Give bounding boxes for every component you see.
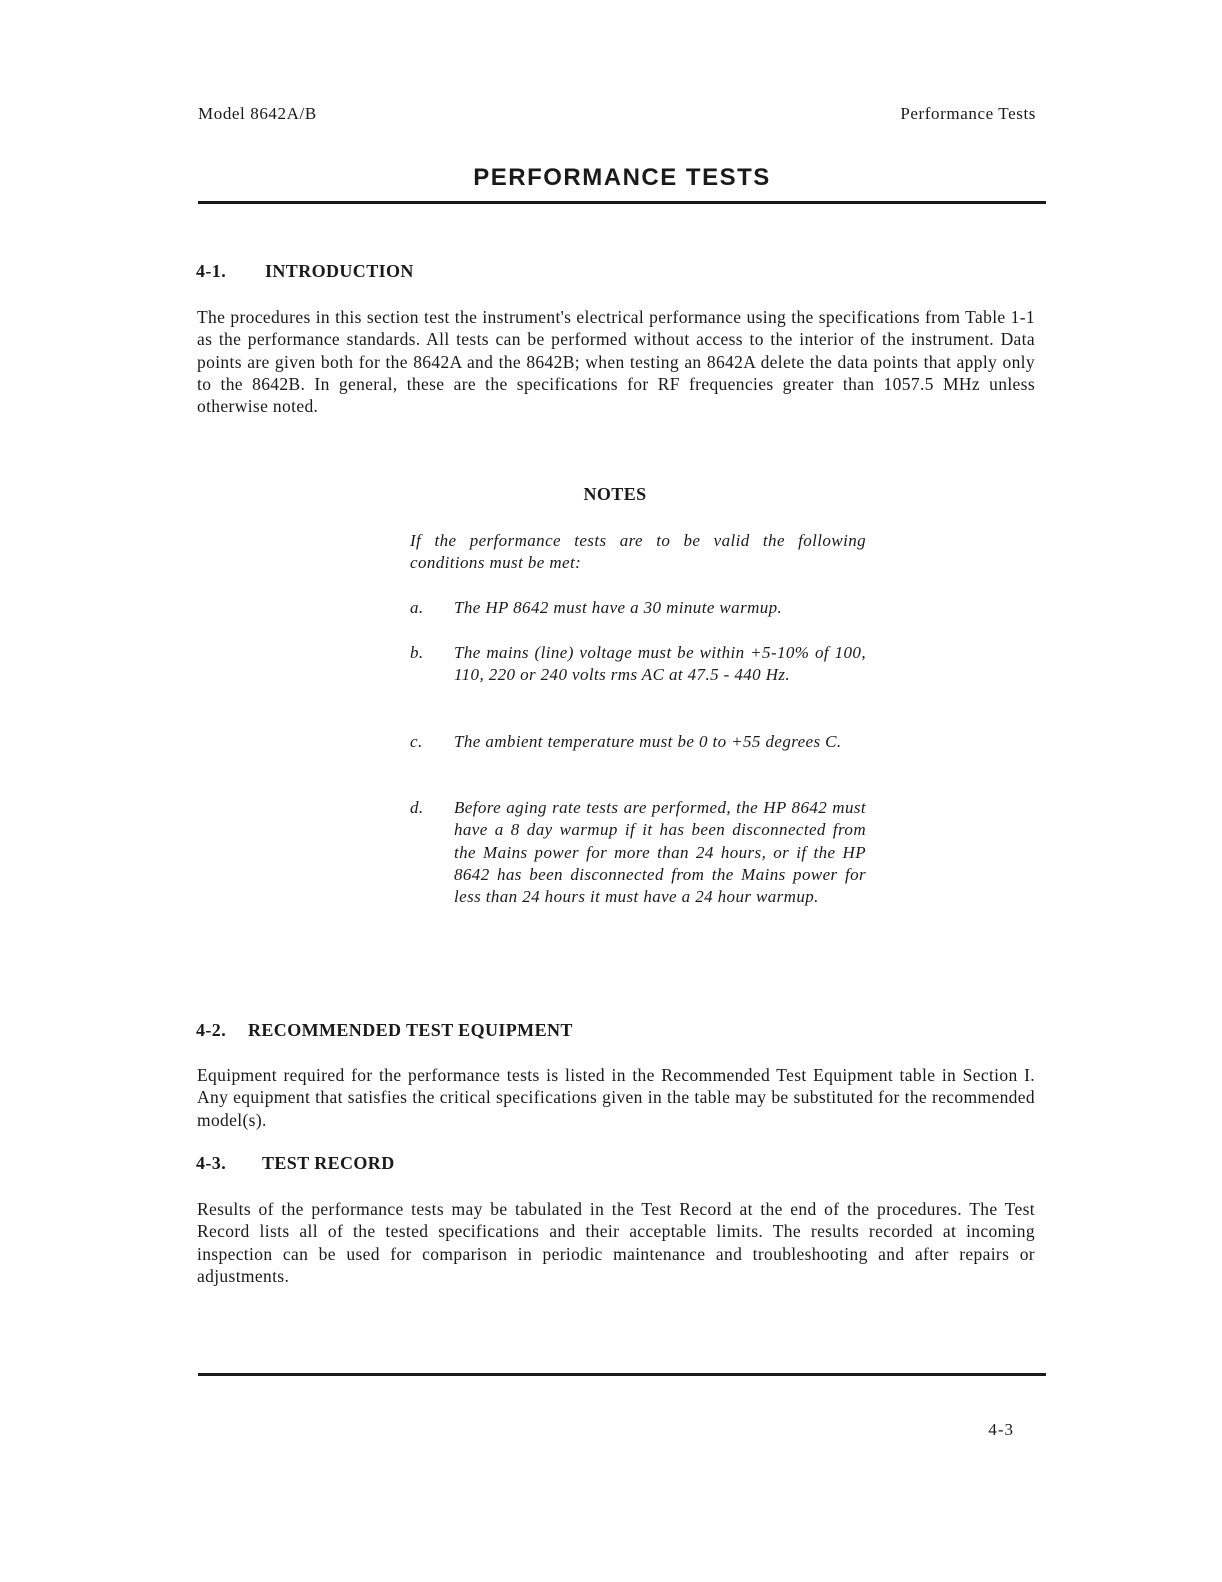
section-heading-introduction (196, 261, 414, 282)
page-title: PERFORMANCE TESTS (473, 164, 771, 191)
note-text: The HP 8642 must have a 30 minute warmup. (454, 598, 783, 617)
note-text: Before aging rate tests are performed, the HP 8642 must have a 8 day warmup if it has been disconnected from the Mains power for more than 24 hours, or if the HP 8642 has been disconnected from the Mains power for less than 24 hours it must have a 24 hour warmup. (454, 798, 866, 907)
section-number: 4-3. (196, 1153, 227, 1173)
footer-rule (198, 1373, 1046, 1376)
running-header-model: Model 8642A/B (198, 104, 317, 123)
introduction-paragraph: The procedures in this section test the instrument's electrical performance using the specifications from Table 1-1 as the performance standards. All tests can be performed without access to the interior of the instrument. Data points are given both for the 8642A and the 8642B; when testing an 8642A delete the data points that apply only to the 8642B. In general, these are the specifications for RF frequencies greater than 1057.5 MHz unless otherwise noted. (197, 307, 1035, 417)
section-number: 4-1. (196, 261, 227, 281)
note-letter: c. (410, 732, 423, 751)
page-number: 4-3 (988, 1420, 1014, 1439)
note-text: The ambient temperature must be 0 to +55 degrees C. (454, 732, 842, 751)
test-record-paragraph: Results of the performance tests may be tabulated in the Test Record at the end of the procedures. The Test Record lists all of the tested specifications and their acceptable limits. The results recorded at incoming inspection can be used for comparison in periodic maintenance and troubleshooting and after repairs or adjustments. (197, 1199, 1035, 1286)
running-header-section: Performance Tests (900, 104, 1036, 123)
section-heading-test-record (196, 1153, 395, 1174)
section-number: 4-2. (196, 1020, 227, 1040)
note-letter: d. (410, 798, 424, 817)
note-text: The mains (line) voltage must be within +5-10% of 100, 110, 220 or 240 volts rms AC at 47.5 - 440 Hz. (454, 643, 866, 685)
notes-title: NOTES (583, 484, 647, 504)
section-title: INTRODUCTION (265, 261, 414, 281)
notes-intro: If the performance tests are to be valid the following conditions must be met: (410, 531, 866, 573)
test-equipment-paragraph: Equipment required for the performance tests is listed in the Recommended Test Equipment table in Section I. Any equipment that satisfies the critical specifications given in the table may be substituted for the recommended model(s). (197, 1065, 1035, 1130)
note-letter: b. (410, 643, 424, 662)
section-title: TEST RECORD (262, 1153, 395, 1173)
section-title: RECOMMENDED TEST EQUIPMENT (248, 1020, 573, 1040)
note-letter: a. (410, 598, 424, 617)
section-heading-recommended-test-equipment (196, 1020, 573, 1041)
title-rule (198, 201, 1046, 204)
